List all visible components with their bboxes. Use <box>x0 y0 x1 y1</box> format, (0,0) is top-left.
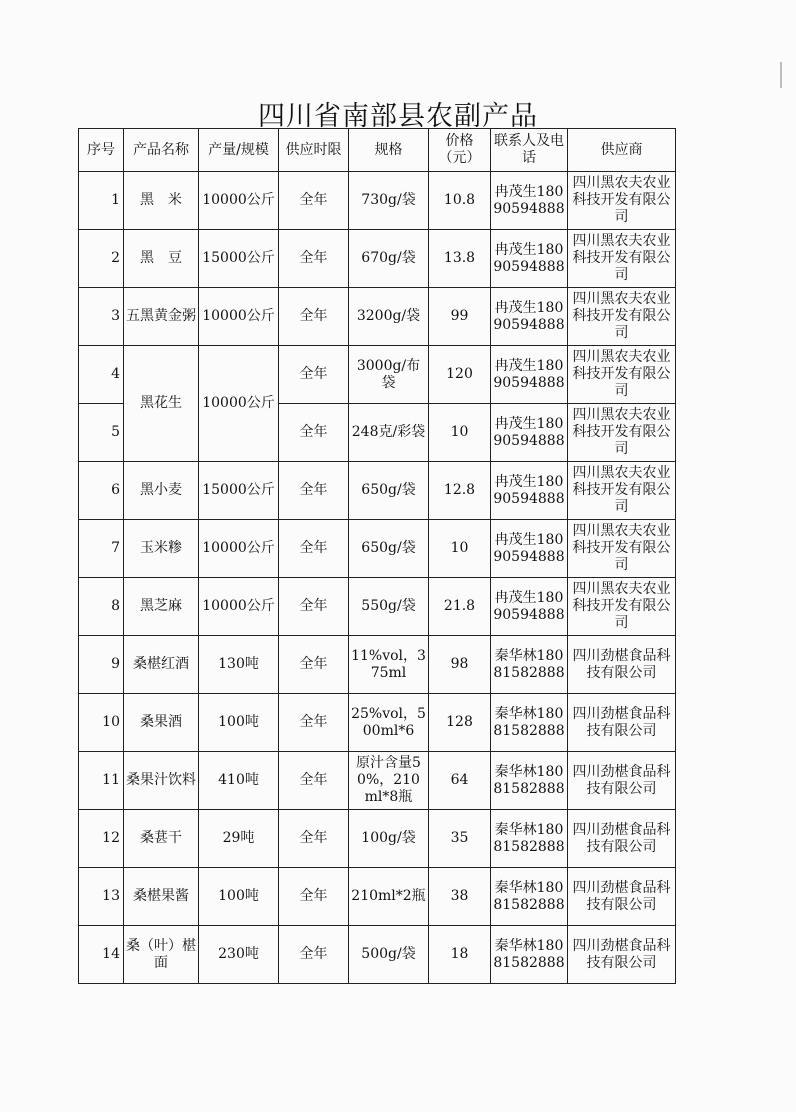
product-name-cell: 桑（叶）椹面 <box>124 926 199 984</box>
supplier-cell: 四川劲椹食品科技有限公司 <box>568 694 676 752</box>
header-spec: 规格 <box>349 129 429 172</box>
contact-cell: 冉茂生18090594888 <box>491 404 568 462</box>
contact-cell: 秦华林18081582888 <box>491 694 568 752</box>
seq-cell: 11 <box>79 752 124 810</box>
contact-cell: 冉茂生18090594888 <box>491 520 568 578</box>
output-cell: 10000公斤 <box>199 172 279 230</box>
spec-cell: 650g/袋 <box>349 462 429 520</box>
output-cell: 29吨 <box>199 810 279 868</box>
price-cell: 10.8 <box>429 172 491 230</box>
supplier-cell: 四川黑农夫农业科技开发有限公司 <box>568 462 676 520</box>
product-name-cell: 桑椹果酱 <box>124 868 199 926</box>
product-name-cell: 黑 豆 <box>124 230 199 288</box>
supplier-cell: 四川黑农夫农业科技开发有限公司 <box>568 578 676 636</box>
spec-cell: 550g/袋 <box>349 578 429 636</box>
spec-cell: 100g/袋 <box>349 810 429 868</box>
spec-cell: 248克/彩袋 <box>349 404 429 462</box>
period-cell: 全年 <box>279 172 349 230</box>
seq-cell: 4 <box>79 346 124 404</box>
contact-cell: 冉茂生18090594888 <box>491 230 568 288</box>
supplier-cell: 四川劲椹食品科技有限公司 <box>568 926 676 984</box>
header-supplier: 供应商 <box>568 129 676 172</box>
table-row <box>79 230 676 288</box>
output-cell: 15000公斤 <box>199 230 279 288</box>
supplier-cell: 四川黑农夫农业科技开发有限公司 <box>568 288 676 346</box>
spec-cell: 3200g/袋 <box>349 288 429 346</box>
seq-cell: 1 <box>79 172 124 230</box>
price-cell: 12.8 <box>429 462 491 520</box>
output-cell: 10000公斤 <box>199 520 279 578</box>
table-row <box>79 752 676 810</box>
table-row <box>79 636 676 694</box>
seq-cell: 8 <box>79 578 124 636</box>
spec-cell: 650g/袋 <box>349 520 429 578</box>
product-name-cell: 桑果酒 <box>124 694 199 752</box>
period-cell: 全年 <box>279 288 349 346</box>
price-cell: 21.8 <box>429 578 491 636</box>
table-row <box>79 810 676 868</box>
output-cell: 15000公斤 <box>199 462 279 520</box>
period-cell: 全年 <box>279 636 349 694</box>
spec-cell: 730g/袋 <box>349 172 429 230</box>
scan-edge-mark <box>780 62 782 88</box>
price-cell: 64 <box>429 752 491 810</box>
price-cell: 18 <box>429 926 491 984</box>
spec-cell: 670g/袋 <box>349 230 429 288</box>
seq-cell: 13 <box>79 868 124 926</box>
output-cell: 100吨 <box>199 868 279 926</box>
supplier-cell: 四川劲椹食品科技有限公司 <box>568 810 676 868</box>
table-row <box>79 288 676 346</box>
period-cell: 全年 <box>279 752 349 810</box>
seq-cell: 2 <box>79 230 124 288</box>
contact-cell: 秦华林18081582888 <box>491 868 568 926</box>
header-output: 产量/规模 <box>199 129 279 172</box>
product-name-cell: 桑葚干 <box>124 810 199 868</box>
output-cell: 100吨 <box>199 694 279 752</box>
table-row <box>79 868 676 926</box>
supplier-cell: 四川黑农夫农业科技开发有限公司 <box>568 172 676 230</box>
product-name-cell: 黑芝麻 <box>124 578 199 636</box>
header-name: 产品名称 <box>124 129 199 172</box>
page-title: 四川省南部县农副产品 <box>258 101 538 132</box>
product-name-cell: 黑 米 <box>124 172 199 230</box>
seq-cell: 3 <box>79 288 124 346</box>
product-name-cell: 黑花生 <box>124 346 199 462</box>
price-cell: 120 <box>429 346 491 404</box>
price-cell: 10 <box>429 520 491 578</box>
header-contact: 联系人及电话 <box>491 129 568 172</box>
product-name-cell: 玉米糁 <box>124 520 199 578</box>
seq-cell: 10 <box>79 694 124 752</box>
seq-cell: 9 <box>79 636 124 694</box>
product-name-cell: 桑椹红酒 <box>124 636 199 694</box>
period-cell: 全年 <box>279 926 349 984</box>
spec-cell: 210ml*2瓶 <box>349 868 429 926</box>
spec-cell: 25%vol，500ml*6 <box>349 694 429 752</box>
contact-cell: 冉茂生18090594888 <box>491 578 568 636</box>
output-cell: 10000公斤 <box>199 346 279 462</box>
product-name-cell: 桑果汁饮料 <box>124 752 199 810</box>
seq-cell: 14 <box>79 926 124 984</box>
price-cell: 99 <box>429 288 491 346</box>
table-row <box>79 520 676 578</box>
table-header-row <box>79 129 676 172</box>
contact-cell: 冉茂生18090594888 <box>491 288 568 346</box>
output-cell: 410吨 <box>199 752 279 810</box>
spec-cell: 原汁含量50%，210ml*8瓶 <box>349 752 429 810</box>
output-cell: 230吨 <box>199 926 279 984</box>
seq-cell: 5 <box>79 404 124 462</box>
table-row <box>79 926 676 984</box>
period-cell: 全年 <box>279 810 349 868</box>
period-cell: 全年 <box>279 578 349 636</box>
table-row <box>79 346 676 404</box>
price-cell: 10 <box>429 404 491 462</box>
period-cell: 全年 <box>279 230 349 288</box>
header-seq: 序号 <box>79 129 124 172</box>
period-cell: 全年 <box>279 462 349 520</box>
seq-cell: 6 <box>79 462 124 520</box>
supplier-cell: 四川黑农夫农业科技开发有限公司 <box>568 346 676 404</box>
seq-cell: 12 <box>79 810 124 868</box>
header-price: 价格（元） <box>429 129 491 172</box>
output-cell: 130吨 <box>199 636 279 694</box>
table-row <box>79 172 676 230</box>
supplier-cell: 四川劲椹食品科技有限公司 <box>568 636 676 694</box>
contact-cell: 秦华林18081582888 <box>491 926 568 984</box>
output-cell: 10000公斤 <box>199 578 279 636</box>
price-cell: 38 <box>429 868 491 926</box>
spec-cell: 3000g/布袋 <box>349 346 429 404</box>
supplier-cell: 四川黑农夫农业科技开发有限公司 <box>568 404 676 462</box>
spec-cell: 11%vol，375ml <box>349 636 429 694</box>
seq-cell: 7 <box>79 520 124 578</box>
header-period: 供应时限 <box>279 129 349 172</box>
supplier-cell: 四川黑农夫农业科技开发有限公司 <box>568 230 676 288</box>
period-cell: 全年 <box>279 520 349 578</box>
table-row <box>79 694 676 752</box>
supplier-cell: 四川劲椹食品科技有限公司 <box>568 752 676 810</box>
spec-cell: 500g/袋 <box>349 926 429 984</box>
output-cell: 10000公斤 <box>199 288 279 346</box>
supplier-cell: 四川劲椹食品科技有限公司 <box>568 868 676 926</box>
contact-cell: 冉茂生18090594888 <box>491 172 568 230</box>
price-cell: 35 <box>429 810 491 868</box>
contact-cell: 秦华林18081582888 <box>491 752 568 810</box>
period-cell: 全年 <box>279 694 349 752</box>
period-cell: 全年 <box>279 868 349 926</box>
price-cell: 98 <box>429 636 491 694</box>
price-cell: 128 <box>429 694 491 752</box>
contact-cell: 秦华林18081582888 <box>491 810 568 868</box>
contact-cell: 秦华林18081582888 <box>491 636 568 694</box>
table-row <box>79 578 676 636</box>
contact-cell: 冉茂生18090594888 <box>491 462 568 520</box>
product-name-cell: 黑小麦 <box>124 462 199 520</box>
period-cell: 全年 <box>279 404 349 462</box>
price-cell: 13.8 <box>429 230 491 288</box>
period-cell: 全年 <box>279 346 349 404</box>
product-table <box>78 128 676 984</box>
product-name-cell: 五黑黄金粥 <box>124 288 199 346</box>
contact-cell: 冉茂生18090594888 <box>491 346 568 404</box>
supplier-cell: 四川黑农夫农业科技开发有限公司 <box>568 520 676 578</box>
table-row <box>79 462 676 520</box>
